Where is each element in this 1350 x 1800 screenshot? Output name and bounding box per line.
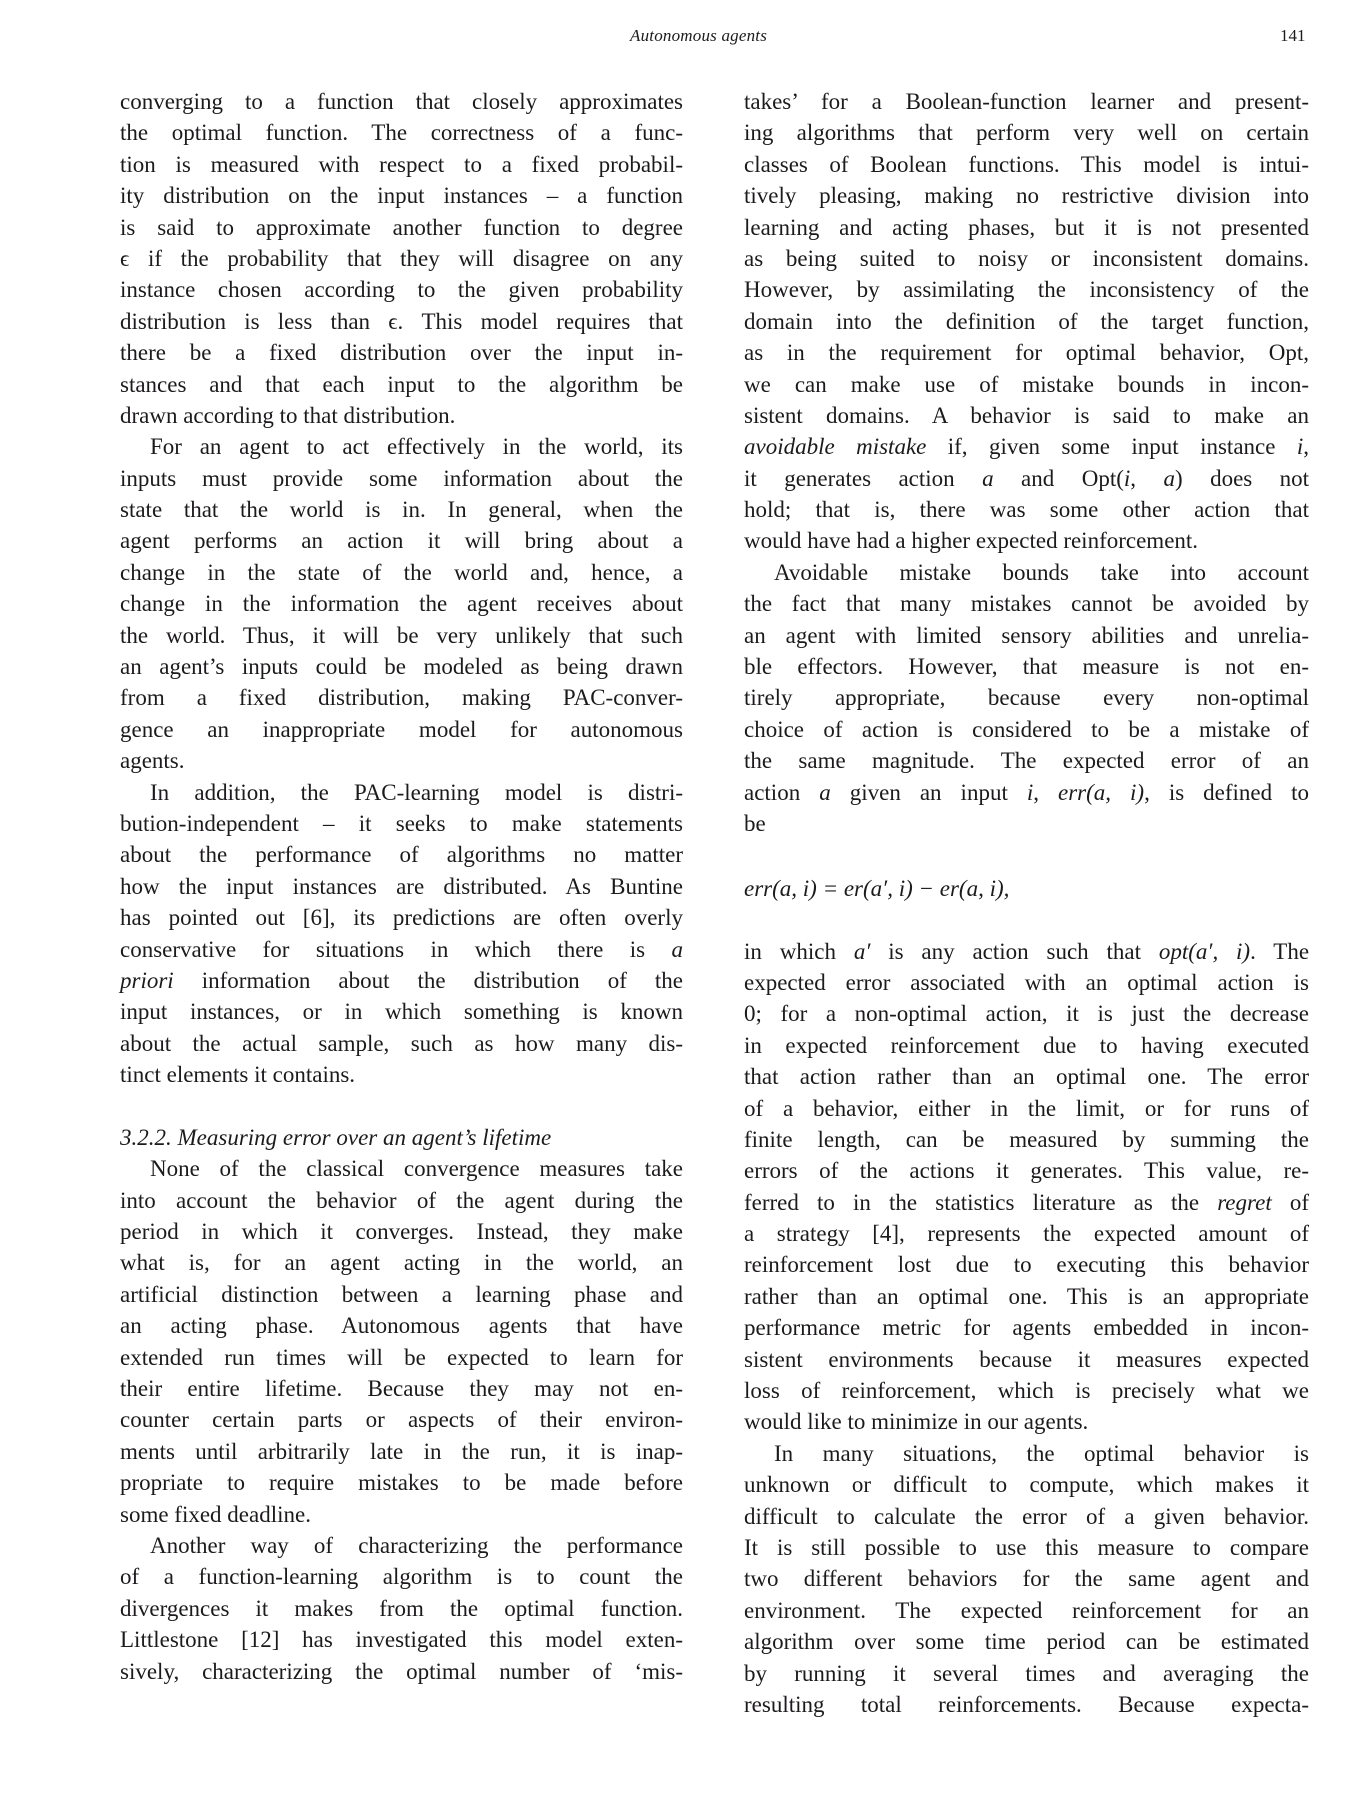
text-line: reinforcement lost due to executing this behavior — [744, 1252, 1309, 1278]
text-line: the world. Thus, it will be very unlikely that such — [120, 622, 683, 648]
text-line: ble effectors. However, that measure is not en- — [744, 654, 1309, 680]
italic-fragment: a — [671, 936, 684, 962]
paragraph-start: For an agent to act effectively in the world, its — [150, 434, 683, 460]
paragraph-start: None of the classical convergence measures take — [150, 1156, 683, 1182]
text-line: distribution is less than ϵ. This model requires that — [120, 308, 683, 334]
text-line: has pointed out [6], its predictions are often overly — [120, 905, 683, 931]
paragraph-start: In addition, the PAC-learning model is distri- — [150, 779, 683, 805]
text-line: tively pleasing, making no restrictive division into — [744, 183, 1309, 209]
text-line: algorithm over some time period can be estimated — [744, 1629, 1309, 1655]
text-line: ity distribution on the input instances – a function — [120, 183, 683, 209]
text-fragment: , — [1033, 779, 1039, 805]
text-fragment: of — [1289, 1189, 1310, 1215]
text-line: by running it several times and averaging the — [744, 1660, 1309, 1686]
text-line: difficult to calculate the error of a given behavior. — [744, 1503, 1309, 1529]
text-line: an acting phase. Autonomous agents that have — [120, 1313, 683, 1339]
text-line: It is still possible to use this measure to compare — [744, 1534, 1309, 1560]
text-line: of a behavior, either in the limit, or for runs of — [744, 1095, 1309, 1121]
right-column — [744, 86, 1309, 1720]
paragraph-start: Avoidable mistake bounds take into account — [774, 559, 1309, 585]
text-line — [120, 965, 683, 996]
text-line: artificial distinction between a learning phase and — [120, 1281, 683, 1307]
text-fragment: if, given some input instance — [926, 434, 1297, 460]
text-line: input instances, or in which something is known — [120, 999, 683, 1025]
spacer — [120, 1091, 683, 1122]
text-line: finite length, can be measured by summing the — [744, 1126, 1309, 1152]
text-line: ing algorithms that perform very well on certain — [744, 120, 1309, 146]
variable-i: i — [1123, 465, 1131, 491]
text-line: change in the information the agent receives about — [120, 591, 683, 617]
text-line: divergences it makes from the optimal function. — [120, 1595, 683, 1621]
text-line: into account the behavior of the agent during the — [120, 1187, 683, 1213]
text-line: from a fixed distribution, making PAC-conver- — [120, 685, 683, 711]
text-line: tion is measured with respect to a fixed probabil- — [120, 151, 683, 177]
text-line: we can make use of mistake bounds in incon- — [744, 371, 1309, 397]
text-line — [744, 463, 1309, 494]
text-line: their entire lifetime. Because they may not en- — [120, 1376, 683, 1402]
text-line: environment. The expected reinforcement for an — [744, 1597, 1309, 1623]
text-fragment: . The — [1250, 938, 1310, 964]
variable-i: i — [1026, 779, 1034, 805]
opt-expression — [1082, 466, 1183, 491]
term-regret: regret — [1217, 1189, 1272, 1215]
text-line: choice of action is considered to be a mistake of — [744, 716, 1309, 742]
text-line: period in which it converges. Instead, they make — [120, 1219, 683, 1245]
text-line: However, by assimilating the inconsistency of the — [744, 277, 1309, 303]
text-line: the optimal function. The correctness of a func- — [120, 120, 683, 146]
variable-i: i — [1296, 434, 1304, 460]
text-line — [120, 934, 683, 965]
text-fragment: information about the distribution of the — [201, 967, 684, 993]
text-line — [744, 1187, 1309, 1218]
text-line: ϵ if the probability that they will disagree on any — [120, 245, 683, 271]
text-line — [744, 431, 1309, 462]
text-line: of a function-learning algorithm is to count the — [120, 1564, 683, 1590]
text-line: that action rather than an optimal one. The error — [744, 1064, 1309, 1090]
text-line: loss of reinforcement, which is precisely what we — [744, 1378, 1309, 1404]
text-line: errors of the actions it generates. This value, re- — [744, 1158, 1309, 1184]
text-line: bution-independent – it seeks to make statements — [120, 810, 683, 836]
text-line: sively, characterizing the optimal number of ‘mis- — [120, 1658, 683, 1684]
text-line: about the performance of algorithms no matter — [120, 842, 683, 868]
text-line: inputs must provide some information about the — [120, 465, 683, 491]
text-line: resulting total reinforcements. Because expecta- — [744, 1691, 1309, 1717]
text-line: instance chosen according to the given probability — [120, 277, 683, 303]
text-line: a strategy [4], represents the expected amount of — [744, 1221, 1309, 1247]
text-line: unknown or difficult to compute, which makes it — [744, 1472, 1309, 1498]
text-line: two different behaviors for the same agent and — [744, 1566, 1309, 1592]
text-line: be — [744, 810, 766, 836]
text-line: agents. — [120, 748, 185, 774]
text-line: performance metric for agents embedded in incon- — [744, 1315, 1309, 1341]
italic-fragment: priori — [120, 967, 174, 993]
text-line: classes of Boolean functions. This model is intui- — [744, 151, 1309, 177]
text-line: Littlestone [12] has investigated this model exten- — [120, 1627, 683, 1653]
text-line: there be a fixed distribution over the input in- — [120, 340, 683, 366]
spacer — [744, 839, 1309, 870]
text-line: learning and acting phases, but it is not presented — [744, 214, 1309, 240]
text-line: the same magnitude. The expected error of an — [744, 748, 1309, 774]
text-fragment: conservative for situations in which there is — [120, 936, 646, 962]
variable-a: a — [982, 465, 994, 491]
text-line: tirely appropriate, because every non-optimal — [744, 685, 1309, 711]
text-line: some fixed deadline. — [120, 1501, 311, 1527]
text-line: change in the state of the world and, hence, a — [120, 559, 683, 585]
text-line: sistent environments because it measures expected — [744, 1346, 1309, 1372]
text-line: state that the world is in. In general, when the — [120, 497, 683, 523]
err-expression: err(a, i) — [1058, 779, 1145, 805]
text-fragment: ) — [1174, 465, 1183, 491]
text-line: about the actual sample, such as how many dis- — [120, 1030, 683, 1056]
text-fragment: in which — [744, 938, 836, 964]
text-line: is said to approximate another function to degree — [120, 214, 683, 240]
text-line: what is, for an agent acting in the world, an — [120, 1250, 683, 1276]
text-fragment: does not — [1210, 465, 1310, 491]
text-line: would have had a higher expected reinforcement. — [744, 528, 1199, 554]
paragraph-start: Another way of characterizing the performance — [150, 1532, 683, 1558]
text-line: rather than an optimal one. This is an appropriate — [744, 1283, 1309, 1309]
text-fragment: Opt( — [1081, 465, 1124, 491]
text-line: expected error associated with an optimal action is — [744, 969, 1309, 995]
text-line: 0; for a non-optimal action, it is just the decrease — [744, 1001, 1309, 1027]
text-line: propriate to require mistakes to be made before — [120, 1470, 683, 1496]
paragraph-start: In many situations, the optimal behavior is — [774, 1440, 1309, 1466]
text-line: an agent with limited sensory abilities and unrelia- — [744, 622, 1309, 648]
text-line: as being suited to noisy or inconsistent domains. — [744, 245, 1309, 271]
text-line: agent performs an action it will bring about a — [120, 528, 683, 554]
text-line: drawn according to that distribution. — [120, 402, 456, 428]
text-line: would like to minimize in our agents. — [744, 1409, 1089, 1435]
text-line: ments until arbitrarily late in the run, it is inap- — [120, 1438, 683, 1464]
text-fragment: is any action such that — [888, 938, 1141, 964]
text-line: stances and that each input to the algorithm be — [120, 371, 683, 397]
text-line: counter certain parts or aspects of their environ- — [120, 1407, 683, 1433]
text-fragment: , is defined to — [1144, 779, 1310, 805]
text-line: in expected reinforcement due to having executed — [744, 1032, 1309, 1058]
text-line: hold; that is, there was some other action that — [744, 497, 1309, 523]
text-line: takes’ for a Boolean-function learner and present- — [744, 89, 1309, 114]
opt-expression: opt(a′, i) — [1158, 938, 1251, 964]
text-line: domain into the definition of the target function, — [744, 308, 1309, 334]
text-fragment: and — [1021, 465, 1055, 491]
text-line: extended run times will be expected to learn for — [120, 1344, 683, 1370]
page-number: 141 — [1280, 26, 1306, 45]
text-line — [744, 777, 1309, 808]
variable-a-prime: a′ — [853, 938, 871, 964]
text-line: how the input instances are distributed. As Buntine — [120, 873, 683, 899]
text-line — [744, 936, 1309, 967]
text-fragment: it generates action — [744, 465, 955, 491]
text-line: an agent’s inputs could be modeled as being drawn — [120, 654, 683, 680]
running-title: Autonomous agents — [630, 26, 768, 45]
text-line: gence an inappropriate model for autonomous — [120, 716, 683, 742]
text-fragment: , — [1303, 434, 1309, 460]
variable-a: a — [819, 779, 831, 805]
text-fragment: given an input — [849, 779, 1008, 805]
running-header — [0, 26, 1350, 56]
text-line: as in the requirement for optimal behavior, Opt, — [744, 340, 1309, 366]
term-avoidable-mistake: avoidable mistake — [744, 434, 927, 460]
equation-err: err(a, i) = er(a′, i) − er(a, i), — [744, 875, 1010, 901]
text-line: the fact that many mistakes cannot be avoided by — [744, 591, 1309, 617]
spacer — [744, 904, 1309, 935]
text-fragment: action — [744, 779, 801, 805]
text-line: sistent domains. A behavior is said to make an — [744, 402, 1309, 428]
text-fragment: , — [1130, 465, 1137, 491]
text-line: tinct elements it contains. — [120, 1062, 356, 1088]
variable-a: a — [1163, 465, 1175, 491]
section-heading: 3.2.2. Measuring error over an agent’s lifetime — [120, 1124, 552, 1150]
text-line: converging to a function that closely approximates — [120, 89, 683, 114]
left-column — [120, 86, 683, 1687]
text-fragment: ferred to in the statistics literature as the — [744, 1189, 1200, 1215]
